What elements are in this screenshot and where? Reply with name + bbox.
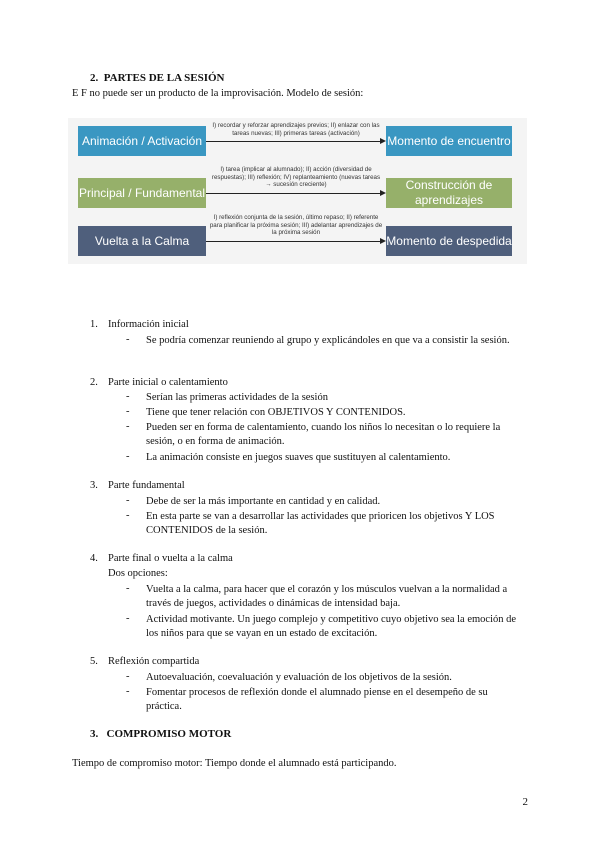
bullet-dash: - (126, 583, 130, 594)
bullet-text: Vuelta a la calma, para hacer que el corazón y los músculos vuelvan a la normalidad a través de juegos, actividades o dinámicas de intensidad baja. (146, 584, 508, 609)
list-item (90, 656, 540, 716)
arrow-2 (206, 193, 380, 194)
bullet-dash: - (126, 451, 130, 462)
bullet-dash: - (126, 334, 130, 345)
item-title: Reflexión compartida (108, 656, 200, 667)
section-2-heading (90, 72, 225, 84)
bullet-text: Autoevaluación, coevaluación y evaluación de los objetivos de la sesión. (146, 672, 452, 683)
section-3-title: COMPROMISO MOTOR (106, 728, 232, 740)
section-3-text: Tiempo de compromiso motor: Tiempo donde el alumnado está participando. (72, 758, 397, 769)
list-item (90, 377, 540, 472)
diagram-note-2: I) tarea (implicar al alumnado); II) acción (diversidad de respuestas); III) reflexión; IV) replanteamiento (nuevas tareas → sucesión creciente) (211, 166, 381, 188)
diagram-note-3: I) reflexión conjunta de la sesión, último repaso; II) referente para planificar la próxima sesión; III) adelantar aprendizajes de la próxima sesión (209, 214, 383, 236)
bullet-text: Serían las primeras actividades de la sesión (146, 392, 328, 403)
list-item (90, 480, 540, 540)
arrow-head-3 (380, 238, 386, 244)
item-number: 5. (90, 656, 98, 667)
bullet-text: La animación consiste en juegos suaves que sustituyen al calentamiento. (146, 452, 451, 463)
session-model-diagram (68, 118, 527, 264)
section-2-intro: E F no puede ser un producto de la improvisación. Modelo de sesión: (72, 88, 364, 99)
bullet-dash: - (126, 686, 130, 697)
bullet-text: Se podría comenzar reuniendo al grupo y explicándoles en que va a consistir la sesión. (146, 335, 510, 346)
box-momento-encuentro: Momento de encuentro (386, 126, 512, 156)
box-principal: Principal / Fundamental (78, 178, 206, 208)
bullet-dash: - (126, 421, 130, 432)
section-2-number: 2. (90, 72, 99, 84)
bullet-dash: - (126, 510, 130, 521)
bullet-text: Actividad motivante. Un juego complejo y competitivo cuyo objetivo sea la emoción de los niños para que se vayan en un estado de excitación. (146, 614, 517, 639)
bullet-text: Debe de ser la más importante en cantidad y en calidad. (146, 496, 381, 507)
arrow-head-1 (380, 138, 386, 144)
item-subtitle: Dos opciones: (108, 568, 168, 579)
item-title: Parte inicial o calentamiento (108, 377, 228, 388)
bullet-dash: - (126, 613, 130, 624)
box-construccion: Construcción de aprendizajes (386, 178, 512, 208)
bullet-text: Fomentar procesos de reflexión donde el alumnado piense en el desempeño de su práctica. (146, 687, 488, 712)
diagram-note-1: I) recordar y reforzar aprendizajes previos; II) enlazar con las tareas nuevas; III) primeras tareas (activación) (212, 122, 380, 137)
item-title: Información inicial (108, 319, 189, 330)
list-item (90, 553, 540, 643)
bullet-text: Pueden ser en forma de calentamiento, cuando los niños lo necesitan o lo requiere la sesión, o en forma de animación. (146, 422, 501, 447)
bullet-dash: - (126, 671, 130, 682)
section-2-title: PARTES DE LA SESIÓN (103, 72, 225, 84)
bullet-dash: - (126, 391, 130, 402)
item-number: 2. (90, 377, 98, 388)
box-momento-despedida: Momento de despedida (386, 226, 512, 256)
item-title: Parte final o vuelta a la calma (108, 553, 233, 564)
item-number: 3. (90, 480, 98, 491)
page-number: 2 (522, 796, 528, 808)
bullet-dash: - (126, 406, 130, 417)
arrow-1 (206, 141, 380, 142)
section-3-number: 3. (90, 728, 99, 740)
bullet-text: En esta parte se van a desarrollar las actividades que prioricen los objetivos Y LOS CONTENIDOS de la sesión. (146, 511, 495, 536)
section-3-heading (90, 728, 231, 740)
arrow-head-2 (380, 190, 386, 196)
box-vuelta-calma: Vuelta a la Calma (78, 226, 206, 256)
bullet-dash: - (126, 495, 130, 506)
item-title: Parte fundamental (108, 480, 185, 491)
box-animacion: Animación / Activación (78, 126, 206, 156)
arrow-3 (206, 241, 380, 242)
item-number: 1. (90, 319, 98, 330)
list-item (90, 319, 540, 379)
item-number: 4. (90, 553, 98, 564)
bullet-text: Tiene que tener relación con OBJETIVOS Y CONTENIDOS. (146, 407, 406, 418)
